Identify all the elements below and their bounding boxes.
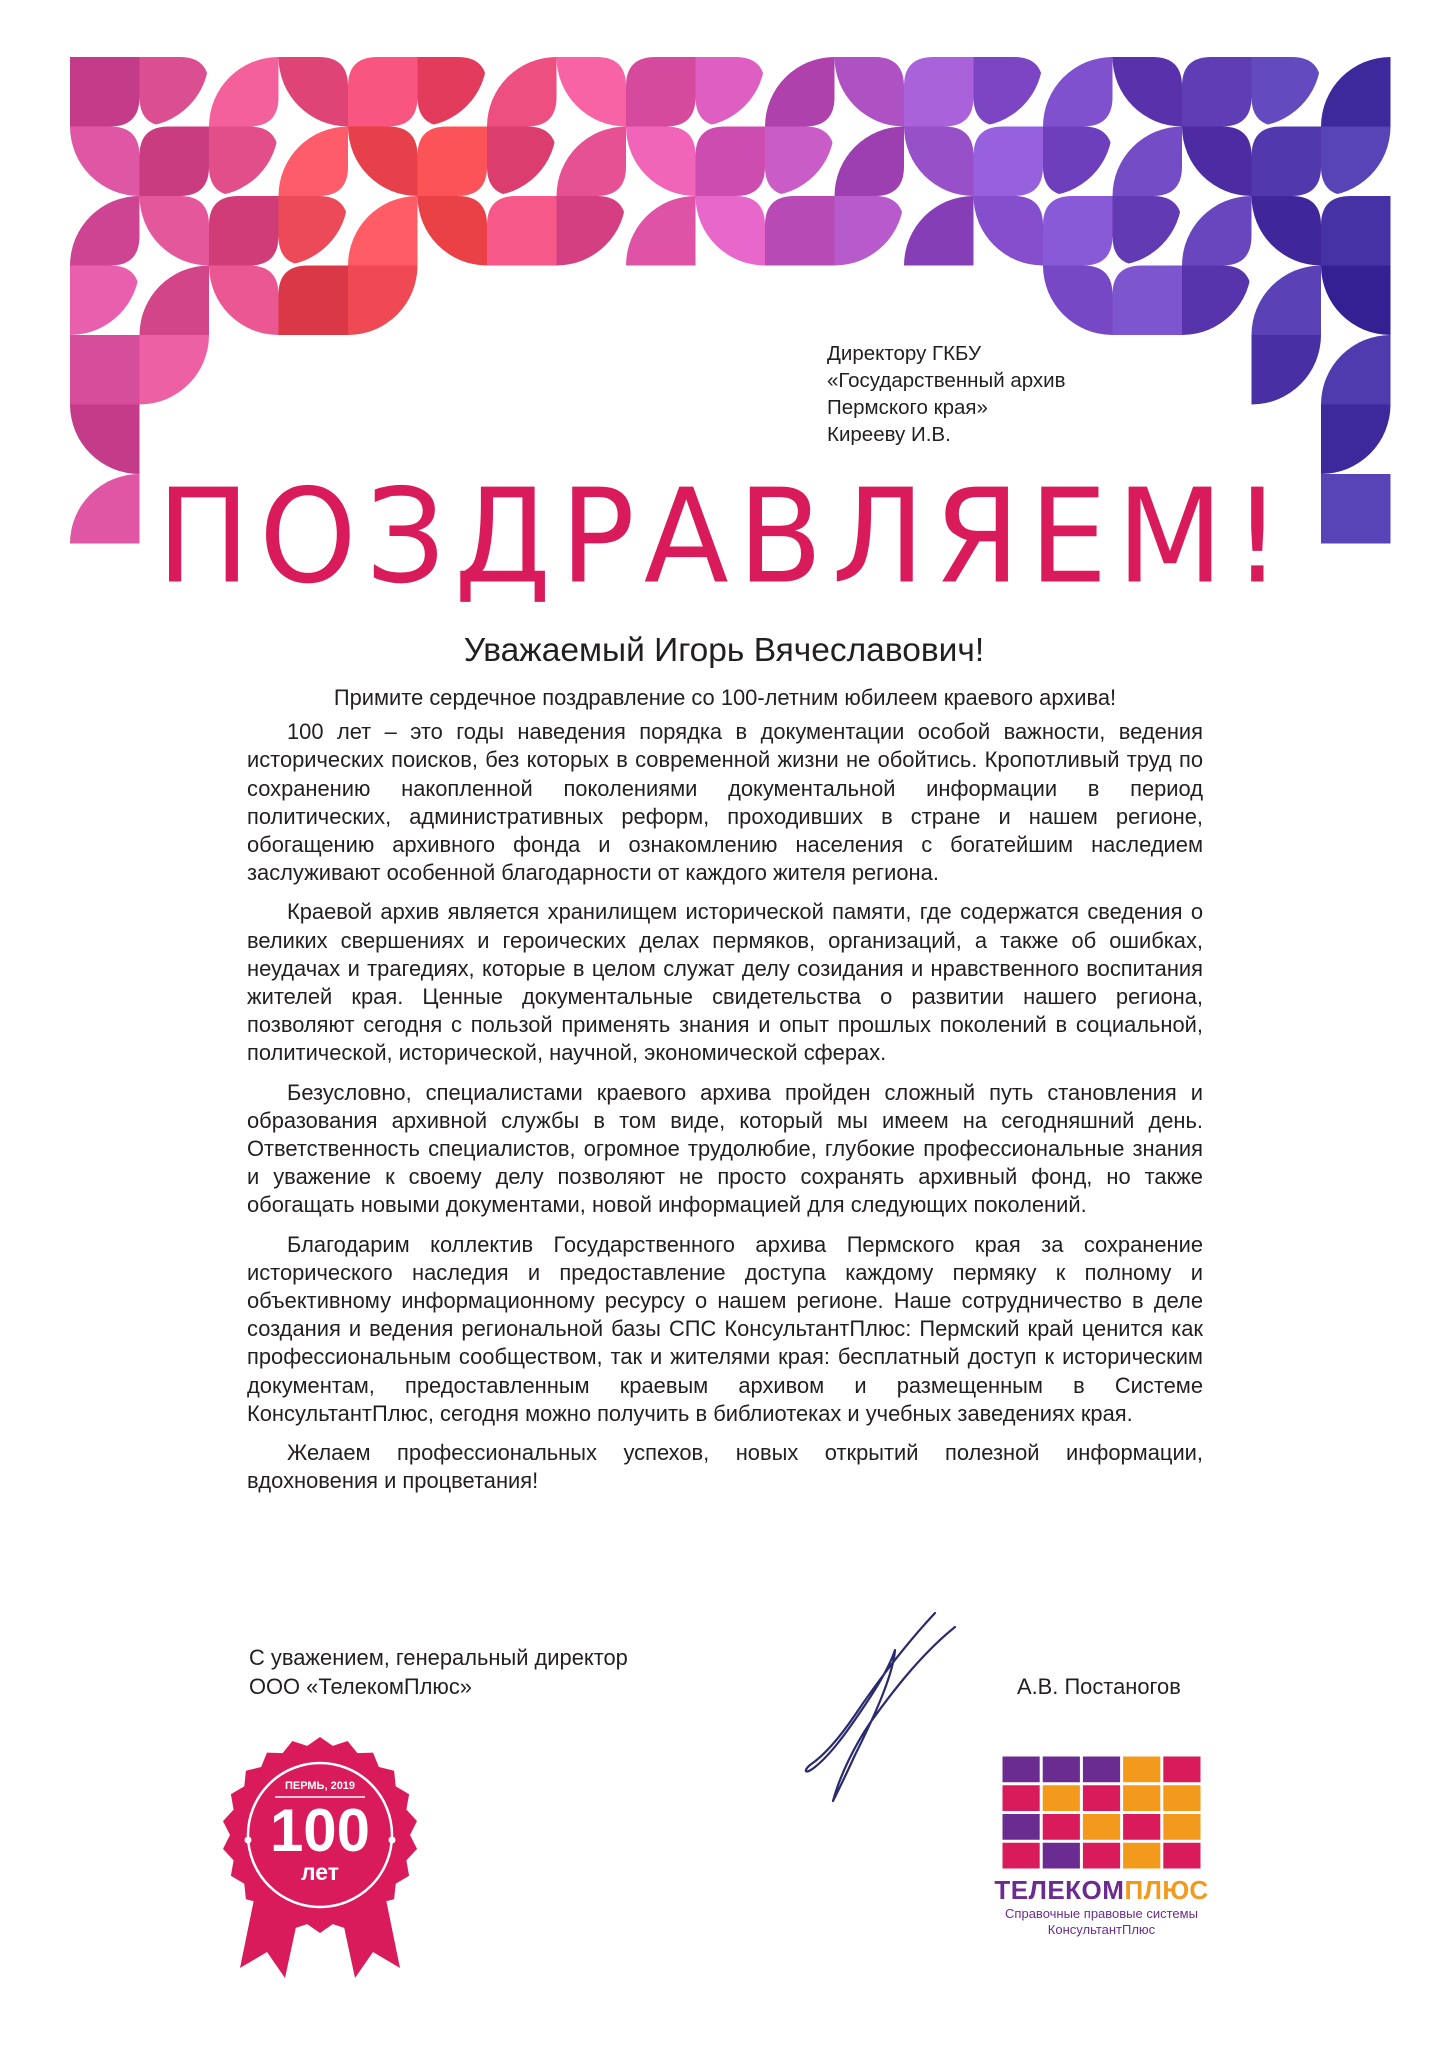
pattern-tile — [904, 196, 974, 266]
pattern-tile — [1043, 127, 1113, 197]
pattern-tile — [209, 196, 279, 266]
logo-tile — [1123, 1843, 1160, 1869]
body-paragraph: Краевой архив является хранилищем исторической памяти, где содержатся сведения о великих свершениях и героических делах пермяков, организаций, а также об ошибках, неудачах и трагедиях, которые в целом служат делу созидания и нравственного воспитания жителей края. Ценные документальные свидетельства о развитии нашего региона, позволяют сегодня с пользой применять знания и опыт прошлых поколений в социальной, политической, исторической, научной, экономической сферах. — [247, 899, 1203, 1066]
body-paragraph: Желаем профессиональных успехов, новых открытий полезной информации, вдохновения и процветания! — [247, 1440, 1203, 1494]
pattern-tile — [1321, 405, 1391, 475]
pattern-tile — [487, 127, 557, 197]
pattern-tile — [348, 266, 418, 336]
salutation: Уважаемый Игорь Вячеславович! — [463, 632, 985, 669]
addressee-line: Директору ГКБУ — [827, 342, 982, 365]
pattern-tile — [140, 266, 210, 336]
logo-tile — [1123, 1785, 1160, 1811]
pattern-tile — [904, 57, 974, 127]
signer-name: А.В. Постаногов — [1017, 1674, 1181, 1699]
pattern-tile — [1252, 57, 1322, 127]
pattern-tile — [418, 127, 488, 197]
pattern-tile — [70, 196, 140, 266]
pattern-tile — [140, 57, 210, 127]
logo-tile — [1043, 1843, 1080, 1869]
pattern-tile — [765, 196, 835, 266]
logo-name-part2: ПЛЮС — [1124, 1875, 1209, 1905]
pattern-tile — [1043, 57, 1113, 127]
pattern-tile — [626, 57, 696, 127]
pattern-tile — [1113, 57, 1183, 127]
logo-tile — [1163, 1785, 1200, 1811]
pattern-tile — [348, 127, 418, 197]
logo-tile — [1003, 1757, 1040, 1783]
pattern-tile — [487, 196, 557, 266]
addressee-line: Пермского края» — [827, 396, 988, 419]
pattern-tile — [1182, 57, 1252, 127]
logo-tile — [1163, 1757, 1200, 1783]
addressee-line: «Государственный архив — [827, 369, 1066, 392]
pattern-tile — [487, 57, 557, 127]
pattern-tile — [1113, 266, 1183, 336]
anniversary-seal — [205, 1720, 435, 1980]
pattern-tile — [1182, 127, 1252, 197]
pattern-tile — [696, 127, 766, 197]
logo-tile — [1043, 1757, 1080, 1783]
pattern-tile — [70, 335, 140, 405]
signature — [795, 1605, 960, 1805]
company-logo-subtitle — [980, 1906, 1223, 1938]
logo-subtitle-line: КонсультантПлюс — [1047, 1922, 1156, 1937]
pattern-tile — [348, 57, 418, 127]
addressee-block — [827, 340, 1066, 448]
pattern-tile — [626, 196, 696, 266]
body-paragraph: Благодарим коллектив Государственного архива Пермского края за сохранение исторического наследия и предоставление доступа каждому пермяку к полному и объективному информационному ресурсу о нашем регионе. Наше сотрудничество в деле создания и ведения региональной базы СПС КонсультантПлюс: Пермский край ценится как профессиональным сообществом, так и жителями края: бесплатный доступ к историческим документам, предоставленным краевым архивом и размещенным в Системе КонсультантПлюс, сегодня можно получить в библиотеках и учебных заведениях края. — [247, 1231, 1203, 1426]
logo-tile — [1003, 1843, 1040, 1869]
pattern-tile — [835, 196, 905, 266]
headline: ПОЗДРАВЛЯЕМ! — [156, 461, 1292, 613]
pattern-tile — [1252, 335, 1322, 405]
pattern-tile — [418, 57, 488, 127]
pattern-tile — [557, 127, 627, 197]
pattern-tile — [1043, 196, 1113, 266]
pattern-tile — [1113, 127, 1183, 197]
logo-tile — [1003, 1785, 1040, 1811]
pattern-tile — [696, 57, 766, 127]
pattern-tile — [279, 57, 349, 127]
logo-tile — [1083, 1814, 1120, 1840]
pattern-tile — [209, 127, 279, 197]
pattern-tile — [1321, 266, 1391, 336]
logo-tile — [1043, 1814, 1080, 1840]
logo-tile — [1123, 1757, 1160, 1783]
pattern-tile — [1043, 266, 1113, 336]
intro-paragraph: Примите сердечное поздравление со 100-летним юбилеем краевого архива! — [333, 685, 1117, 710]
pattern-tile — [1182, 196, 1252, 266]
seal-unit: лет — [300, 1859, 340, 1885]
logo-subtitle-line: Справочные правовые системы — [1005, 1906, 1198, 1921]
pattern-tile — [1321, 196, 1391, 266]
pattern-tile — [279, 266, 349, 336]
pattern-tile — [70, 127, 140, 197]
pattern-tile — [904, 127, 974, 197]
pattern-tile — [70, 57, 140, 127]
pattern-tile — [765, 57, 835, 127]
logo-tile — [1123, 1814, 1160, 1840]
logo-tile — [1003, 1814, 1040, 1840]
pattern-tile — [1252, 266, 1322, 336]
pattern-tile — [974, 57, 1044, 127]
pattern-tile — [209, 57, 279, 127]
pattern-tile — [1321, 335, 1391, 405]
closing-line: ООО «ТелекомПлюс» — [249, 1674, 472, 1699]
pattern-tile — [626, 127, 696, 197]
logo-tile — [1083, 1785, 1120, 1811]
logo-tile — [1163, 1814, 1200, 1840]
pattern-tile — [140, 335, 210, 405]
pattern-tile — [1321, 57, 1391, 127]
pattern-tile — [418, 196, 488, 266]
closing-line: С уважением, генеральный директор — [249, 1645, 628, 1670]
pattern-tile — [557, 196, 627, 266]
pattern-tile — [696, 196, 766, 266]
logo-tile — [1043, 1785, 1080, 1811]
pattern-tile — [348, 196, 418, 266]
pattern-tile — [835, 57, 905, 127]
logo-tile — [1163, 1843, 1200, 1869]
logo-tile — [1083, 1843, 1120, 1869]
letter-body — [247, 684, 1203, 1506]
pattern-tile — [70, 266, 140, 336]
pattern-tile — [70, 405, 140, 475]
pattern-tile — [557, 57, 627, 127]
pattern-tile — [974, 127, 1044, 197]
logo-name-part1: ТЕЛЕКОМ — [994, 1875, 1125, 1905]
addressee-line: Кирееву И.В. — [827, 423, 951, 446]
company-logo-mark — [1001, 1755, 1202, 1870]
pattern-tile — [209, 266, 279, 336]
body-paragraph: Безусловно, специалистами краевого архива пройден сложный путь становления и образования архивной службы в том виде, который мы имеем на сегодняшний день. Ответственность специалистов, огромное трудолюбие, глубокие профессиональные знания и уважение к своему делу позволяют не просто сохранять архивный фонд, но также обогащать новыми документами, новой информацией для следующих поколений. — [247, 1079, 1203, 1218]
pattern-tile — [1321, 127, 1391, 197]
seal-number: 100 — [269, 1797, 371, 1864]
pattern-tile — [974, 196, 1044, 266]
body-paragraph: 100 лет – это годы наведения порядка в документации особой важности, ведения исторических поисков, без которых в современной жизни не обойтись. Кропотливый труд по сохранению накопленной поколениями документальной информации в период политических, административных реформ, проходивших в стране и нашем регионе, обогащению архивного фонда и ознакомлению населения с богатейшим наследием заслуживают особенной благодарности от каждого жителя региона. — [247, 719, 1203, 886]
pattern-tile — [140, 196, 210, 266]
closing-block — [249, 1643, 628, 1701]
pattern-tile — [1182, 266, 1252, 336]
logo-tile — [1083, 1757, 1120, 1783]
pattern-tile — [835, 127, 905, 197]
company-logo-name — [980, 1875, 1223, 1905]
pattern-tile — [140, 127, 210, 197]
pattern-tile — [1113, 196, 1183, 266]
pattern-tile — [279, 127, 349, 197]
pattern-tile — [765, 127, 835, 197]
pattern-tile — [279, 196, 349, 266]
pattern-tile — [1252, 127, 1322, 197]
pattern-tile — [1252, 196, 1322, 266]
seal-top-text: ПЕРМЬ, 2019 — [284, 1780, 356, 1792]
